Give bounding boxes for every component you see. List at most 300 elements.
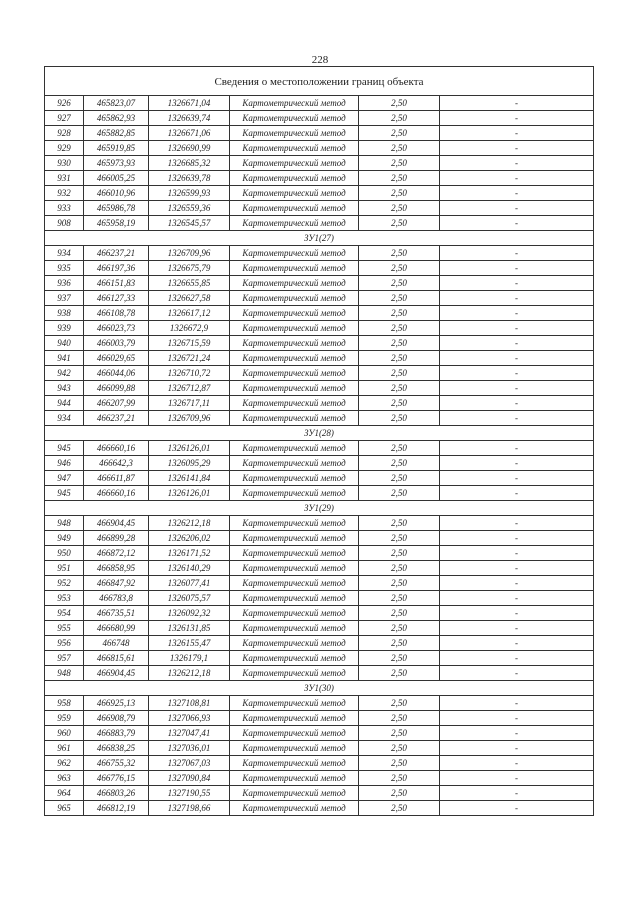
precision-cell: 2,50 bbox=[359, 591, 440, 606]
point-number-cell: 964 bbox=[45, 786, 84, 801]
method-cell: Картометрический метод bbox=[230, 651, 359, 666]
description-cell: - bbox=[440, 561, 594, 576]
section-header-row bbox=[45, 231, 594, 246]
y-coordinate-cell: 1327090,84 bbox=[149, 771, 230, 786]
method-cell: Картометрический метод bbox=[230, 441, 359, 456]
precision-cell: 2,50 bbox=[359, 456, 440, 471]
x-coordinate-cell: 466237,21 bbox=[84, 411, 149, 426]
y-coordinate-cell: 1326092,32 bbox=[149, 606, 230, 621]
y-coordinate-cell: 1326171,52 bbox=[149, 546, 230, 561]
x-coordinate-cell: 465882,85 bbox=[84, 126, 149, 141]
method-cell: Картометрический метод bbox=[230, 516, 359, 531]
y-coordinate-cell: 1326671,06 bbox=[149, 126, 230, 141]
coordinates-table-body bbox=[45, 96, 594, 816]
x-coordinate-cell: 465958,19 bbox=[84, 216, 149, 231]
table-row bbox=[45, 216, 594, 231]
precision-cell: 2,50 bbox=[359, 411, 440, 426]
point-number-cell: 931 bbox=[45, 171, 84, 186]
description-cell: - bbox=[440, 336, 594, 351]
table-row bbox=[45, 801, 594, 816]
point-number-cell: 942 bbox=[45, 366, 84, 381]
table-row bbox=[45, 351, 594, 366]
table-row bbox=[45, 321, 594, 336]
x-coordinate-cell: 466003,79 bbox=[84, 336, 149, 351]
method-cell: Картометрический метод bbox=[230, 201, 359, 216]
method-cell: Картометрический метод bbox=[230, 726, 359, 741]
method-cell: Картометрический метод bbox=[230, 486, 359, 501]
section-header-row bbox=[45, 501, 594, 516]
point-number-cell: 963 bbox=[45, 771, 84, 786]
y-coordinate-cell: 1326075,57 bbox=[149, 591, 230, 606]
point-number-cell: 940 bbox=[45, 336, 84, 351]
table-row bbox=[45, 486, 594, 501]
precision-cell: 2,50 bbox=[359, 306, 440, 321]
description-cell: - bbox=[440, 291, 594, 306]
description-cell: - bbox=[440, 456, 594, 471]
description-cell: - bbox=[440, 621, 594, 636]
x-coordinate-cell: 466642,3 bbox=[84, 456, 149, 471]
precision-cell: 2,50 bbox=[359, 651, 440, 666]
precision-cell: 2,50 bbox=[359, 201, 440, 216]
table-row bbox=[45, 771, 594, 786]
table-row bbox=[45, 396, 594, 411]
y-coordinate-cell: 1326627,58 bbox=[149, 291, 230, 306]
x-coordinate-cell: 466858,95 bbox=[84, 561, 149, 576]
x-coordinate-cell: 466776,15 bbox=[84, 771, 149, 786]
description-cell: - bbox=[440, 786, 594, 801]
point-number-cell: 943 bbox=[45, 381, 84, 396]
point-number-cell: 939 bbox=[45, 321, 84, 336]
description-cell: - bbox=[440, 156, 594, 171]
point-number-cell: 941 bbox=[45, 351, 84, 366]
y-coordinate-cell: 1326672,9 bbox=[149, 321, 230, 336]
precision-cell: 2,50 bbox=[359, 771, 440, 786]
method-cell: Картометрический метод bbox=[230, 696, 359, 711]
method-cell: Картометрический метод bbox=[230, 591, 359, 606]
table-row bbox=[45, 591, 594, 606]
table-row bbox=[45, 306, 594, 321]
table-row bbox=[45, 261, 594, 276]
precision-cell: 2,50 bbox=[359, 186, 440, 201]
description-cell: - bbox=[440, 366, 594, 381]
section-header: ЗУ1(29) bbox=[45, 501, 594, 516]
y-coordinate-cell: 1326709,96 bbox=[149, 411, 230, 426]
precision-cell: 2,50 bbox=[359, 756, 440, 771]
y-coordinate-cell: 1327036,01 bbox=[149, 741, 230, 756]
point-number-cell: 950 bbox=[45, 546, 84, 561]
y-coordinate-cell: 1326077,41 bbox=[149, 576, 230, 591]
table-row bbox=[45, 606, 594, 621]
table-row bbox=[45, 156, 594, 171]
method-cell: Картометрический метод bbox=[230, 801, 359, 816]
description-cell: - bbox=[440, 246, 594, 261]
table-row bbox=[45, 666, 594, 681]
description-cell: - bbox=[440, 801, 594, 816]
x-coordinate-cell: 466005,25 bbox=[84, 171, 149, 186]
method-cell: Картометрический метод bbox=[230, 96, 359, 111]
precision-cell: 2,50 bbox=[359, 396, 440, 411]
point-number-cell: 932 bbox=[45, 186, 84, 201]
method-cell: Картометрический метод bbox=[230, 666, 359, 681]
table-row bbox=[45, 531, 594, 546]
table-row bbox=[45, 726, 594, 741]
y-coordinate-cell: 1326712,87 bbox=[149, 381, 230, 396]
description-cell: - bbox=[440, 756, 594, 771]
point-number-cell: 960 bbox=[45, 726, 84, 741]
x-coordinate-cell: 466044,06 bbox=[84, 366, 149, 381]
y-coordinate-cell: 1326559,36 bbox=[149, 201, 230, 216]
description-cell: - bbox=[440, 381, 594, 396]
method-cell: Картометрический метод bbox=[230, 546, 359, 561]
precision-cell: 2,50 bbox=[359, 96, 440, 111]
table-row bbox=[45, 186, 594, 201]
point-number-cell: 946 bbox=[45, 456, 84, 471]
method-cell: Картометрический метод bbox=[230, 291, 359, 306]
point-number-cell: 934 bbox=[45, 246, 84, 261]
method-cell: Картометрический метод bbox=[230, 741, 359, 756]
y-coordinate-cell: 1326126,01 bbox=[149, 441, 230, 456]
method-cell: Картометрический метод bbox=[230, 456, 359, 471]
method-cell: Картометрический метод bbox=[230, 576, 359, 591]
x-coordinate-cell: 466904,45 bbox=[84, 666, 149, 681]
method-cell: Картометрический метод bbox=[230, 246, 359, 261]
point-number-cell: 959 bbox=[45, 711, 84, 726]
precision-cell: 2,50 bbox=[359, 576, 440, 591]
method-cell: Картометрический метод bbox=[230, 381, 359, 396]
table-row bbox=[45, 96, 594, 111]
x-coordinate-cell: 466812,19 bbox=[84, 801, 149, 816]
precision-cell: 2,50 bbox=[359, 351, 440, 366]
description-cell: - bbox=[440, 486, 594, 501]
x-coordinate-cell: 466803,26 bbox=[84, 786, 149, 801]
x-coordinate-cell: 465986,78 bbox=[84, 201, 149, 216]
method-cell: Картометрический метод bbox=[230, 156, 359, 171]
x-coordinate-cell: 466660,16 bbox=[84, 486, 149, 501]
description-cell: - bbox=[440, 351, 594, 366]
description-cell: - bbox=[440, 201, 594, 216]
y-coordinate-cell: 1327190,55 bbox=[149, 786, 230, 801]
method-cell: Картометрический метод bbox=[230, 606, 359, 621]
y-coordinate-cell: 1326140,29 bbox=[149, 561, 230, 576]
precision-cell: 2,50 bbox=[359, 621, 440, 636]
method-cell: Картометрический метод bbox=[230, 396, 359, 411]
method-cell: Картометрический метод bbox=[230, 261, 359, 276]
method-cell: Картометрический метод bbox=[230, 141, 359, 156]
precision-cell: 2,50 bbox=[359, 741, 440, 756]
point-number-cell: 954 bbox=[45, 606, 84, 621]
y-coordinate-cell: 1327198,66 bbox=[149, 801, 230, 816]
description-cell: - bbox=[440, 546, 594, 561]
x-coordinate-cell: 466237,21 bbox=[84, 246, 149, 261]
method-cell: Картометрический метод bbox=[230, 321, 359, 336]
point-number-cell: 933 bbox=[45, 201, 84, 216]
point-number-cell: 944 bbox=[45, 396, 84, 411]
y-coordinate-cell: 1326545,57 bbox=[149, 216, 230, 231]
x-coordinate-cell: 466029,65 bbox=[84, 351, 149, 366]
x-coordinate-cell: 466207,99 bbox=[84, 396, 149, 411]
point-number-cell: 928 bbox=[45, 126, 84, 141]
precision-cell: 2,50 bbox=[359, 636, 440, 651]
point-number-cell: 935 bbox=[45, 261, 84, 276]
y-coordinate-cell: 1326095,29 bbox=[149, 456, 230, 471]
precision-cell: 2,50 bbox=[359, 801, 440, 816]
point-number-cell: 927 bbox=[45, 111, 84, 126]
point-number-cell: 951 bbox=[45, 561, 84, 576]
precision-cell: 2,50 bbox=[359, 276, 440, 291]
point-number-cell: 926 bbox=[45, 96, 84, 111]
y-coordinate-cell: 1326717,11 bbox=[149, 396, 230, 411]
y-coordinate-cell: 1327066,93 bbox=[149, 711, 230, 726]
description-cell: - bbox=[440, 321, 594, 336]
description-cell: - bbox=[440, 126, 594, 141]
x-coordinate-cell: 466151,83 bbox=[84, 276, 149, 291]
table-row bbox=[45, 786, 594, 801]
x-coordinate-cell: 466611,87 bbox=[84, 471, 149, 486]
precision-cell: 2,50 bbox=[359, 606, 440, 621]
table-row bbox=[45, 651, 594, 666]
y-coordinate-cell: 1326709,96 bbox=[149, 246, 230, 261]
y-coordinate-cell: 1327047,41 bbox=[149, 726, 230, 741]
precision-cell: 2,50 bbox=[359, 156, 440, 171]
y-coordinate-cell: 1326617,12 bbox=[149, 306, 230, 321]
point-number-cell: 961 bbox=[45, 741, 84, 756]
point-number-cell: 955 bbox=[45, 621, 84, 636]
point-number-cell: 929 bbox=[45, 141, 84, 156]
precision-cell: 2,50 bbox=[359, 381, 440, 396]
precision-cell: 2,50 bbox=[359, 171, 440, 186]
y-coordinate-cell: 1326671,04 bbox=[149, 96, 230, 111]
precision-cell: 2,50 bbox=[359, 516, 440, 531]
method-cell: Картометрический метод bbox=[230, 351, 359, 366]
y-coordinate-cell: 1326655,85 bbox=[149, 276, 230, 291]
x-coordinate-cell: 466660,16 bbox=[84, 441, 149, 456]
description-cell: - bbox=[440, 651, 594, 666]
description-cell: - bbox=[440, 396, 594, 411]
point-number-cell: 962 bbox=[45, 756, 84, 771]
precision-cell: 2,50 bbox=[359, 726, 440, 741]
description-cell: - bbox=[440, 411, 594, 426]
point-number-cell: 953 bbox=[45, 591, 84, 606]
method-cell: Картометрический метод bbox=[230, 216, 359, 231]
point-number-cell: 945 bbox=[45, 441, 84, 456]
method-cell: Картометрический метод bbox=[230, 276, 359, 291]
y-coordinate-cell: 1326206,02 bbox=[149, 531, 230, 546]
table-row bbox=[45, 561, 594, 576]
y-coordinate-cell: 1326155,47 bbox=[149, 636, 230, 651]
x-coordinate-cell: 466108,78 bbox=[84, 306, 149, 321]
table-row bbox=[45, 711, 594, 726]
x-coordinate-cell: 465973,93 bbox=[84, 156, 149, 171]
method-cell: Картометрический метод bbox=[230, 621, 359, 636]
table-row bbox=[45, 141, 594, 156]
table-row bbox=[45, 546, 594, 561]
y-coordinate-cell: 1327108,81 bbox=[149, 696, 230, 711]
y-coordinate-cell: 1326690,99 bbox=[149, 141, 230, 156]
description-cell: - bbox=[440, 606, 594, 621]
page-number: 228 bbox=[311, 54, 329, 66]
description-cell: - bbox=[440, 516, 594, 531]
point-number-cell: 930 bbox=[45, 156, 84, 171]
method-cell: Картометрический метод bbox=[230, 366, 359, 381]
table-row bbox=[45, 171, 594, 186]
point-number-cell: 908 bbox=[45, 216, 84, 231]
description-cell: - bbox=[440, 726, 594, 741]
x-coordinate-cell: 465823,07 bbox=[84, 96, 149, 111]
table-row bbox=[45, 336, 594, 351]
method-cell: Картометрический метод bbox=[230, 636, 359, 651]
precision-cell: 2,50 bbox=[359, 366, 440, 381]
table-row bbox=[45, 441, 594, 456]
section-header: ЗУ1(28) bbox=[45, 426, 594, 441]
description-cell: - bbox=[440, 141, 594, 156]
table-row bbox=[45, 381, 594, 396]
description-cell: - bbox=[440, 471, 594, 486]
x-coordinate-cell: 466838,25 bbox=[84, 741, 149, 756]
method-cell: Картометрический метод bbox=[230, 771, 359, 786]
x-coordinate-cell: 466010,96 bbox=[84, 186, 149, 201]
table-row bbox=[45, 621, 594, 636]
point-number-cell: 936 bbox=[45, 276, 84, 291]
description-cell: - bbox=[440, 666, 594, 681]
x-coordinate-cell: 466023,73 bbox=[84, 321, 149, 336]
table-row bbox=[45, 471, 594, 486]
method-cell: Картометрический метод bbox=[230, 111, 359, 126]
table-row bbox=[45, 756, 594, 771]
x-coordinate-cell: 466783,8 bbox=[84, 591, 149, 606]
point-number-cell: 937 bbox=[45, 291, 84, 306]
description-cell: - bbox=[440, 441, 594, 456]
table-row bbox=[45, 456, 594, 471]
table-row bbox=[45, 576, 594, 591]
description-cell: - bbox=[440, 216, 594, 231]
x-coordinate-cell: 466748 bbox=[84, 636, 149, 651]
description-cell: - bbox=[440, 636, 594, 651]
table-row bbox=[45, 201, 594, 216]
method-cell: Картометрический метод bbox=[230, 531, 359, 546]
y-coordinate-cell: 1326685,32 bbox=[149, 156, 230, 171]
x-coordinate-cell: 466755,32 bbox=[84, 756, 149, 771]
x-coordinate-cell: 466872,12 bbox=[84, 546, 149, 561]
precision-cell: 2,50 bbox=[359, 141, 440, 156]
description-cell: - bbox=[440, 171, 594, 186]
x-coordinate-cell: 466735,51 bbox=[84, 606, 149, 621]
x-coordinate-cell: 465919,85 bbox=[84, 141, 149, 156]
precision-cell: 2,50 bbox=[359, 216, 440, 231]
y-coordinate-cell: 1326131,85 bbox=[149, 621, 230, 636]
method-cell: Картометрический метод bbox=[230, 336, 359, 351]
x-coordinate-cell: 466904,45 bbox=[84, 516, 149, 531]
point-number-cell: 947 bbox=[45, 471, 84, 486]
precision-cell: 2,50 bbox=[359, 546, 440, 561]
precision-cell: 2,50 bbox=[359, 711, 440, 726]
method-cell: Картометрический метод bbox=[230, 711, 359, 726]
method-cell: Картометрический метод bbox=[230, 471, 359, 486]
table-row bbox=[45, 636, 594, 651]
x-coordinate-cell: 466815,61 bbox=[84, 651, 149, 666]
y-coordinate-cell: 1326715,59 bbox=[149, 336, 230, 351]
description-cell: - bbox=[440, 276, 594, 291]
point-number-cell: 965 bbox=[45, 801, 84, 816]
table-row bbox=[45, 291, 594, 306]
table-row bbox=[45, 516, 594, 531]
point-number-cell: 952 bbox=[45, 576, 84, 591]
method-cell: Картометрический метод bbox=[230, 411, 359, 426]
y-coordinate-cell: 1326126,01 bbox=[149, 486, 230, 501]
description-cell: - bbox=[440, 186, 594, 201]
point-number-cell: 945 bbox=[45, 486, 84, 501]
y-coordinate-cell: 1326599,93 bbox=[149, 186, 230, 201]
precision-cell: 2,50 bbox=[359, 336, 440, 351]
precision-cell: 2,50 bbox=[359, 441, 440, 456]
description-cell: - bbox=[440, 96, 594, 111]
precision-cell: 2,50 bbox=[359, 321, 440, 336]
method-cell: Картометрический метод bbox=[230, 171, 359, 186]
precision-cell: 2,50 bbox=[359, 786, 440, 801]
section-header: ЗУ1(27) bbox=[45, 231, 594, 246]
table-row bbox=[45, 111, 594, 126]
x-coordinate-cell: 466099,88 bbox=[84, 381, 149, 396]
table-row bbox=[45, 411, 594, 426]
point-number-cell: 938 bbox=[45, 306, 84, 321]
description-cell: - bbox=[440, 771, 594, 786]
precision-cell: 2,50 bbox=[359, 696, 440, 711]
table-row bbox=[45, 366, 594, 381]
precision-cell: 2,50 bbox=[359, 291, 440, 306]
y-coordinate-cell: 1326710,72 bbox=[149, 366, 230, 381]
point-number-cell: 934 bbox=[45, 411, 84, 426]
y-coordinate-cell: 1326141,84 bbox=[149, 471, 230, 486]
y-coordinate-cell: 1326639,78 bbox=[149, 171, 230, 186]
y-coordinate-cell: 1326675,79 bbox=[149, 261, 230, 276]
method-cell: Картометрический метод bbox=[230, 186, 359, 201]
y-coordinate-cell: 1326721,24 bbox=[149, 351, 230, 366]
y-coordinate-cell: 1326639,74 bbox=[149, 111, 230, 126]
x-coordinate-cell: 466908,79 bbox=[84, 711, 149, 726]
y-coordinate-cell: 1327067,03 bbox=[149, 756, 230, 771]
description-cell: - bbox=[440, 111, 594, 126]
section-header-row bbox=[45, 426, 594, 441]
method-cell: Картометрический метод bbox=[230, 786, 359, 801]
table-row bbox=[45, 276, 594, 291]
precision-cell: 2,50 bbox=[359, 261, 440, 276]
x-coordinate-cell: 466127,33 bbox=[84, 291, 149, 306]
x-coordinate-cell: 465862,93 bbox=[84, 111, 149, 126]
y-coordinate-cell: 1326179,1 bbox=[149, 651, 230, 666]
precision-cell: 2,50 bbox=[359, 126, 440, 141]
description-cell: - bbox=[440, 711, 594, 726]
x-coordinate-cell: 466680,99 bbox=[84, 621, 149, 636]
description-cell: - bbox=[440, 696, 594, 711]
description-cell: - bbox=[440, 306, 594, 321]
table-row bbox=[45, 696, 594, 711]
description-cell: - bbox=[440, 576, 594, 591]
table-row bbox=[45, 246, 594, 261]
precision-cell: 2,50 bbox=[359, 531, 440, 546]
description-cell: - bbox=[440, 591, 594, 606]
precision-cell: 2,50 bbox=[359, 561, 440, 576]
section-header-row bbox=[45, 681, 594, 696]
precision-cell: 2,50 bbox=[359, 111, 440, 126]
x-coordinate-cell: 466883,79 bbox=[84, 726, 149, 741]
y-coordinate-cell: 1326212,18 bbox=[149, 516, 230, 531]
description-cell: - bbox=[440, 261, 594, 276]
table-row bbox=[45, 741, 594, 756]
description-cell: - bbox=[440, 741, 594, 756]
x-coordinate-cell: 466899,28 bbox=[84, 531, 149, 546]
coordinates-document bbox=[44, 66, 594, 816]
point-number-cell: 948 bbox=[45, 666, 84, 681]
method-cell: Картометрический метод bbox=[230, 126, 359, 141]
